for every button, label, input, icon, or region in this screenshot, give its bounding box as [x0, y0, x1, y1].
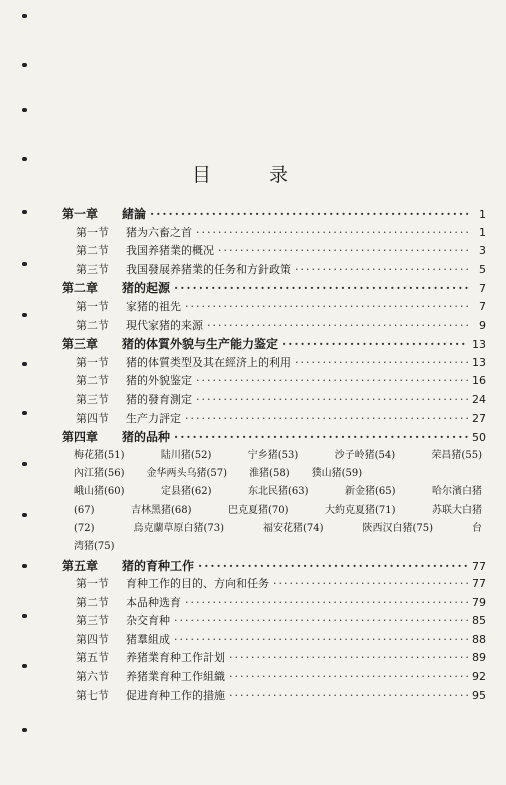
- leader-dots: [174, 281, 468, 295]
- section-number: 第一节: [76, 225, 109, 239]
- breed-entry[interactable]: 獛山猪(59): [311, 468, 363, 480]
- leader-dots: [174, 614, 468, 627]
- page-number: 95: [472, 688, 486, 702]
- section-number: 第三节: [76, 614, 109, 628]
- section-title: 猪的發育測定: [126, 392, 192, 406]
- page-number: 1: [479, 208, 486, 221]
- toc-section[interactable]: [62, 242, 486, 261]
- binding-mark: [22, 362, 27, 366]
- breed-entry[interactable]: 梅花猪(51): [74, 449, 125, 461]
- page-number: 24: [472, 392, 486, 406]
- breed-entry[interactable]: 金华两头乌猪(57): [146, 468, 228, 480]
- section-title: 本品种选育: [126, 595, 181, 609]
- breed-entry[interactable]: 湾猪(75): [74, 541, 115, 553]
- breed-entry[interactable]: 陆川猪(52): [160, 449, 212, 461]
- section-title: 杂交育种: [126, 614, 170, 628]
- toc-chapter[interactable]: [62, 205, 486, 224]
- leader-dots: [273, 577, 468, 590]
- breed-entry[interactable]: 宁乡猪(53): [247, 449, 299, 461]
- section-title: 育种工作的目的、方向和任务: [126, 577, 269, 591]
- breed-entry[interactable]: 哈尔濱白猪: [432, 486, 482, 498]
- toc-section[interactable]: [62, 354, 486, 373]
- page-number: 13: [472, 338, 486, 352]
- toc-section[interactable]: [62, 687, 486, 706]
- section-number: 第七节: [76, 688, 109, 702]
- section-title: 猪羣組成: [126, 632, 170, 646]
- section-number: 第三节: [76, 392, 109, 406]
- page-number: 13: [472, 355, 486, 369]
- toc-section[interactable]: [62, 631, 486, 650]
- breed-line: [74, 520, 482, 538]
- chapter-number: 第五章: [62, 558, 99, 573]
- binding-mark: [22, 513, 27, 517]
- breed-entry[interactable]: 淮猪(58): [249, 468, 290, 480]
- breed-line: [74, 483, 482, 501]
- section-title: 促进育种工作的措施: [126, 688, 225, 702]
- section-title: 家猪的祖先: [126, 299, 181, 313]
- table-of-contents: [62, 205, 486, 705]
- toc-section[interactable]: [62, 372, 486, 391]
- page-number: 27: [472, 411, 486, 425]
- chapter-title: 猪的品种: [122, 430, 171, 445]
- section-number: 第六节: [76, 670, 109, 684]
- section-number: 第二节: [76, 318, 109, 332]
- binding-mark: [22, 108, 27, 112]
- leader-dots: [207, 319, 468, 332]
- page-number: 92: [472, 670, 486, 684]
- leader-dots: [229, 689, 468, 702]
- leader-dots: [229, 670, 468, 683]
- breed-entry[interactable]: 陝西汉白猪(75): [362, 522, 434, 534]
- page-number: 79: [472, 595, 486, 609]
- section-number: 第三节: [76, 262, 109, 276]
- binding-mark: [22, 728, 27, 732]
- toc-chapter[interactable]: [62, 428, 486, 447]
- leader-dots: [196, 374, 468, 387]
- leader-dots: [174, 633, 468, 646]
- page-number: 77: [472, 577, 486, 591]
- toc-section[interactable]: [62, 410, 486, 429]
- page-number: 16: [472, 374, 486, 388]
- leader-dots: [229, 651, 468, 664]
- page-number: 9: [479, 318, 486, 332]
- leader-dots: [185, 596, 468, 609]
- toc-section[interactable]: [62, 391, 486, 410]
- section-title: 生产力評定: [126, 411, 181, 425]
- breed-entry[interactable]: (67): [74, 504, 95, 516]
- breed-list: [62, 447, 486, 557]
- toc-section[interactable]: [62, 668, 486, 687]
- section-title: 我国养猪業的概况: [126, 244, 214, 258]
- leader-dots: [218, 244, 468, 257]
- page-number: 7: [479, 299, 486, 313]
- toc-section[interactable]: [62, 224, 486, 243]
- toc-section[interactable]: [62, 298, 486, 317]
- toc-section[interactable]: [62, 649, 486, 668]
- page-number: 1: [479, 225, 486, 239]
- binding-mark: [22, 313, 27, 317]
- section-number: 第二节: [76, 595, 109, 609]
- binding-mark: [22, 14, 27, 18]
- page-number: 3: [479, 244, 486, 258]
- leader-dots: [185, 300, 468, 313]
- breed-entry[interactable]: 巴克夏猪(70): [228, 504, 289, 516]
- breed-entry[interactable]: 苏联大白猪: [432, 504, 482, 516]
- leader-dots: [185, 412, 468, 425]
- toc-section[interactable]: [62, 612, 486, 631]
- chapter-number: 第二章: [62, 281, 99, 296]
- breed-line: [74, 465, 482, 483]
- chapter-number: 第四章: [62, 430, 99, 445]
- section-number: 第一节: [76, 577, 109, 591]
- breed-entry[interactable]: 沙子岭猪(54): [334, 449, 396, 461]
- toc-section[interactable]: [62, 261, 486, 280]
- breed-entry[interactable]: 大約克夏猪(71): [325, 504, 396, 516]
- chapter-title: 猪的起源: [122, 281, 171, 296]
- page-number: 89: [472, 651, 486, 665]
- section-number: 第二节: [76, 244, 109, 258]
- breed-entry[interactable]: 新金猪(65): [345, 486, 396, 498]
- binding-mark: [22, 564, 27, 568]
- chapter-title: 猪的体質外貌与生产能力鉴定: [122, 337, 279, 352]
- binding-mark: [22, 614, 27, 618]
- section-number: 第四节: [76, 411, 109, 425]
- leader-dots: [196, 226, 468, 239]
- binding-mark: [22, 411, 27, 415]
- leader-dots: [295, 263, 468, 276]
- breed-line: [74, 502, 482, 520]
- page-number: 50: [472, 431, 486, 445]
- breed-entry[interactable]: 吉林黑猪(68): [131, 504, 192, 516]
- page-number: 7: [479, 282, 486, 296]
- binding-mark: [22, 210, 27, 214]
- leader-dots: [282, 337, 468, 351]
- toc-section[interactable]: [62, 594, 486, 613]
- section-title: 养猪業育种工作計划: [126, 651, 225, 665]
- section-number: 第一节: [76, 299, 109, 313]
- toc-section[interactable]: [62, 317, 486, 336]
- section-title: 猪为六畜之首: [126, 225, 192, 239]
- leader-dots: [198, 559, 468, 573]
- toc-section[interactable]: [62, 575, 486, 594]
- binding-mark: [22, 462, 27, 466]
- section-number: 第四节: [76, 632, 109, 646]
- breed-line: [74, 538, 482, 556]
- chapter-title: 猪的育种工作: [122, 558, 195, 573]
- leader-dots: [196, 393, 468, 406]
- breed-entry[interactable]: 烏克蘭草原白猪(73): [133, 522, 225, 534]
- section-number: 第五节: [76, 651, 109, 665]
- section-number: 第一节: [76, 355, 109, 369]
- section-title: 养猪業育种工作組織: [126, 670, 225, 684]
- section-title: 猪的体質类型及其在經济上的利用: [126, 355, 291, 369]
- breed-entry[interactable]: 福安花猪(74): [263, 522, 324, 534]
- breed-entry[interactable]: 定县猪(62): [161, 486, 212, 498]
- page-number: 85: [472, 614, 486, 628]
- breed-entry[interactable]: 东北民猪(63): [248, 486, 309, 498]
- section-title: 我国發展养猪業的任务和方針政策: [126, 262, 291, 276]
- page-number: 88: [472, 632, 486, 646]
- leader-dots: [174, 430, 468, 444]
- page-title: 目 录: [191, 164, 315, 186]
- section-title: 猪的外貌鉴定: [126, 374, 192, 388]
- binding-mark: [22, 262, 27, 266]
- breed-entry[interactable]: 台: [472, 522, 482, 534]
- breed-entry[interactable]: 峨山猪(60): [74, 486, 125, 498]
- chapter-title: 緒論: [122, 207, 147, 221]
- leader-dots: [150, 207, 468, 221]
- toc-chapter[interactable]: [62, 335, 486, 354]
- chapter-number: 第一章: [62, 207, 99, 221]
- leader-dots: [295, 356, 468, 369]
- section-number: 第二节: [76, 374, 109, 388]
- page-number: 77: [472, 559, 486, 573]
- binding-mark: [22, 63, 27, 67]
- binding-mark: [22, 664, 27, 668]
- page-number: 5: [479, 262, 486, 276]
- breed-entry[interactable]: 荣昌猪(55): [431, 449, 482, 461]
- chapter-number: 第三章: [62, 337, 99, 352]
- section-title: 現代家猪的来源: [126, 318, 203, 332]
- toc-chapter[interactable]: [62, 279, 486, 298]
- toc-chapter[interactable]: [62, 557, 486, 576]
- breed-entry[interactable]: (72): [74, 522, 95, 534]
- breed-entry[interactable]: 內江猪(56): [74, 468, 125, 480]
- breed-line: [74, 447, 482, 465]
